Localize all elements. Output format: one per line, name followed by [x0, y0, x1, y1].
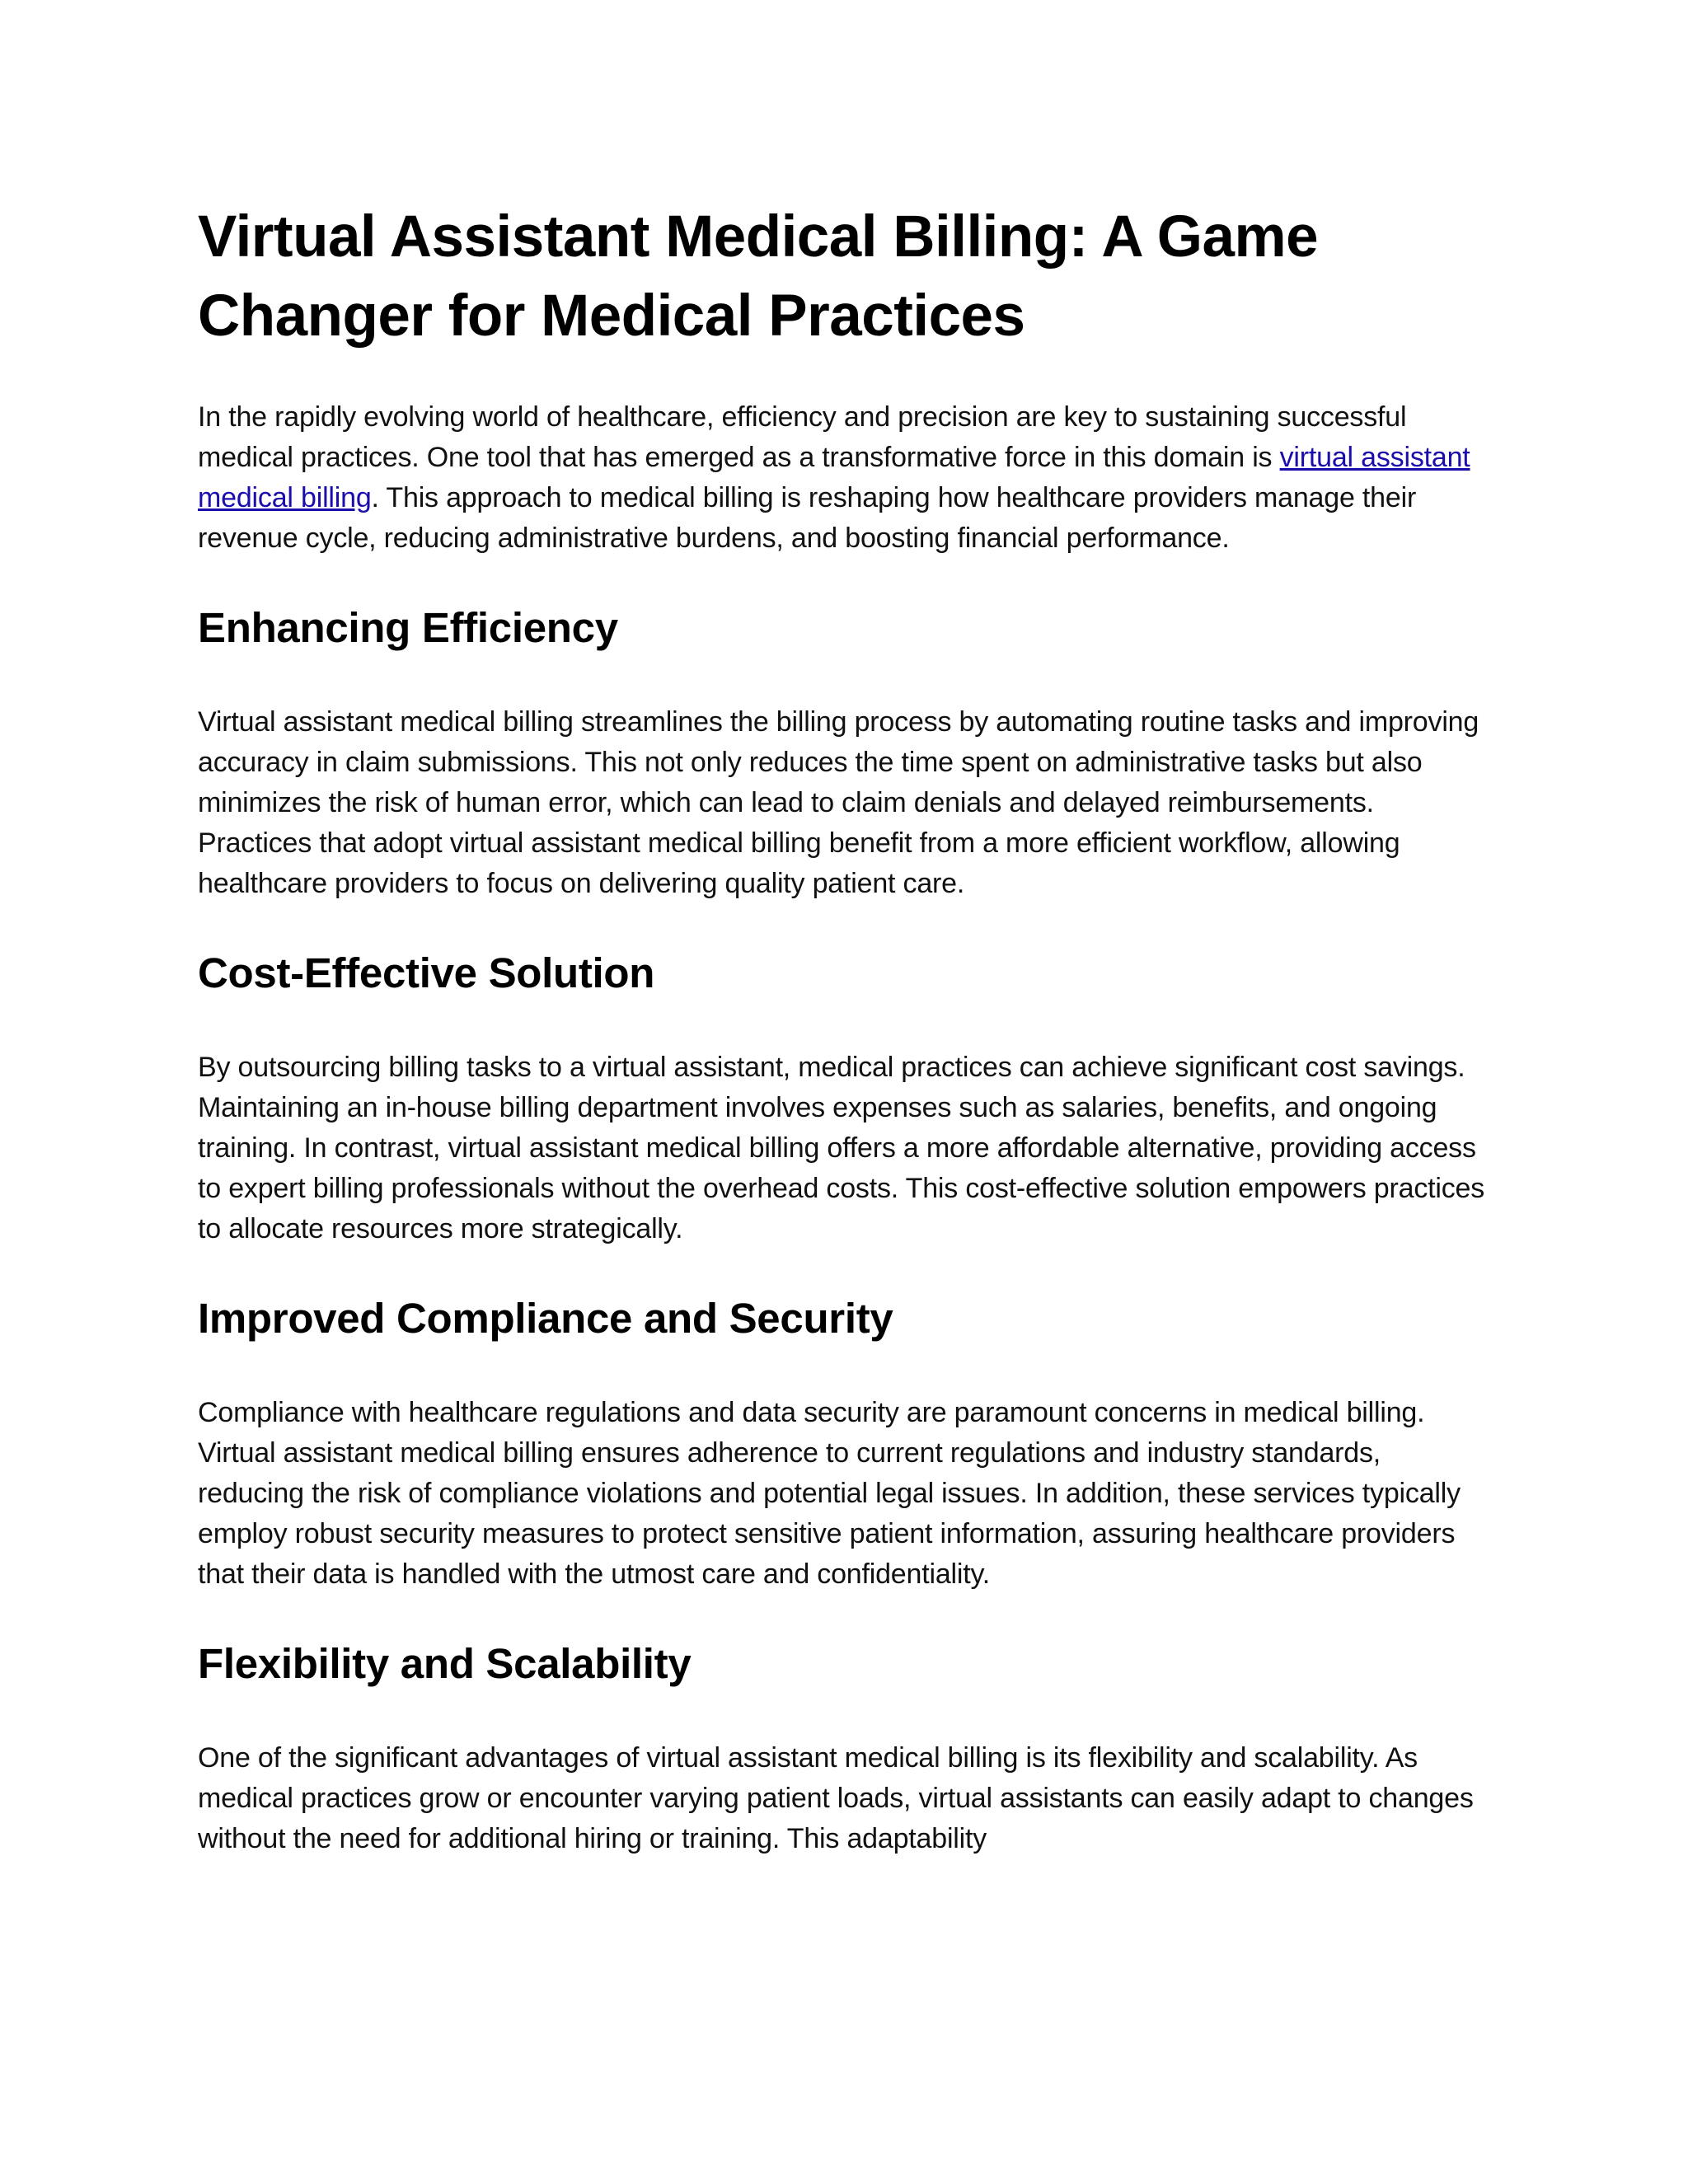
- intro-text-before-link: In the rapidly evolving world of healthcare, efficiency and precision are key to sustaining successful medical practices. One tool that has emerged as a transformative force in this domain is: [198, 401, 1407, 473]
- virtual-assistant-billing-link[interactable]: virtual assistant medical billing: [198, 442, 1470, 513]
- intro-text-after-link: . This approach to medical billing is reshaping how healthcare providers manage their revenue cycle, reducing administrative burdens, and boosting financial performance.: [198, 482, 1417, 554]
- intro-paragraph: [198, 397, 1492, 559]
- section-heading-flexibility-scalability: Flexibility and Scalability: [198, 1640, 692, 1687]
- section-body-compliance-security: Compliance with healthcare regulations and data security are paramount concerns in medical billing. Virtual assistant medical billing ensures adherence to current regulations and industry standards, reducing the risk of compliance violations and potential legal issues. In addition, these services typically employ robust security measures to protect sensitive patient information, assuring healthcare providers that their data is handled with the utmost care and confidentiality.: [198, 1397, 1461, 1590]
- section-body-enhancing-efficiency: Virtual assistant medical billing streamlines the billing process by automating routine tasks and improving accuracy in claim submissions. This not only reduces the time spent on administrative tasks but also minimizes the risk of human error, which can lead to claim denials and delayed reimbursements. Practices that adopt virtual assistant medical billing benefit from a more efficient workflow, allowing healthcare providers to focus on delivering quality patient care.: [198, 706, 1479, 899]
- section-body-cost-effective-solution: By outsourcing billing tasks to a virtual assistant, medical practices can achieve significant cost savings. Maintaining an in-house billing department involves expenses such as salaries, benefits, and ongoing training. In contrast, virtual assistant medical billing offers a more affordable alternative, providing access to expert billing professionals without the overhead costs. This cost-effective solution empowers practices to allocate resources more strategically.: [198, 1052, 1485, 1244]
- section-body-flexibility-scalability: One of the significant advantages of virtual assistant medical billing is its flexibility and scalability. As medical practices grow or encounter varying patient loads, virtual assistants can easily adapt to changes without the need for additional hiring or training. This adaptability: [198, 1742, 1474, 1854]
- section-heading-enhancing-efficiency: Enhancing Efficiency: [198, 604, 618, 651]
- document-title: Virtual Assistant Medical Billing: A Game Changer for Medical Practices: [198, 204, 1319, 349]
- document-page: [198, 198, 1492, 1859]
- section-heading-compliance-security: Improved Compliance and Security: [198, 1295, 893, 1342]
- section-heading-cost-effective-solution: Cost-Effective Solution: [198, 949, 655, 996]
